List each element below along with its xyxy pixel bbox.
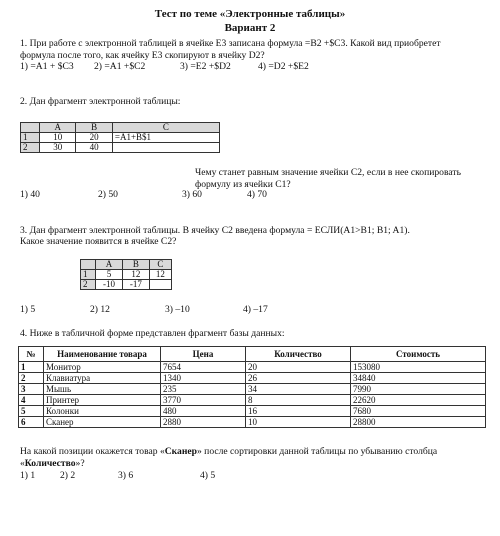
cell: 10 [246, 417, 351, 428]
q3-text-line1: 3. Дан фрагмент электронной таблицы. В ячейку С2 введена формула = ЕСЛИ(A1>B1; B1; A1). [20, 225, 410, 236]
column-header: A [40, 123, 76, 133]
row-header: 2 [21, 143, 40, 153]
q2-text: 2. Дан фрагмент электронной таблицы: [20, 96, 181, 107]
column-header: Количество [246, 347, 351, 362]
cell: 7990 [351, 384, 486, 395]
cell: 480 [161, 406, 246, 417]
cell: 8 [246, 395, 351, 406]
table-row [19, 395, 486, 406]
column-header: № [19, 347, 44, 362]
q4-option-1: 1) 1 [20, 470, 36, 481]
cell: -10 [96, 280, 123, 290]
cell: 26 [246, 373, 351, 384]
cell: 22620 [351, 395, 486, 406]
cell: 28800 [351, 417, 486, 428]
q3-text-line2: Какое значение появится в ячейке С2? [20, 236, 177, 247]
q2-option-4: 4) 70 [247, 189, 267, 200]
q2-option-2: 2) 50 [98, 189, 118, 200]
cell: Колонки [44, 406, 161, 417]
q1-text-line2: формула после того, как ячейку E3 скопируют в ячейку D2? [20, 50, 265, 61]
cell: -17 [122, 280, 149, 290]
table-row [19, 406, 486, 417]
cell: 1340 [161, 373, 246, 384]
table-row [19, 362, 486, 373]
table-row [19, 373, 486, 384]
q1-text-line1: 1. При работе с электронной таблицей в ячейке E3 записана формула =B2 +$C3. Какой вид приобретет [20, 38, 441, 49]
table-header-row [21, 123, 220, 133]
column-header: B [122, 260, 149, 270]
table-header-row [19, 347, 486, 362]
cell [149, 280, 171, 290]
cell: 30 [40, 143, 76, 153]
q1-option-3: 3) =E2 +$D2 [180, 61, 231, 72]
q4-option-2: 2) 2 [60, 470, 76, 481]
cell: 12 [122, 270, 149, 280]
cell: 2880 [161, 417, 246, 428]
cell: 3 [19, 384, 44, 395]
cell: 20 [76, 133, 112, 143]
q3-spreadsheet-table [80, 259, 172, 290]
q2-option-1: 1) 40 [20, 189, 40, 200]
row-header: 1 [81, 270, 96, 280]
column-header: Наименование товара [44, 347, 161, 362]
q3-option-4: 4) –17 [243, 304, 268, 315]
q4-question-line2 [20, 458, 85, 469]
q4-question-c2: »? [75, 458, 85, 469]
cell: 12 [149, 270, 171, 280]
cell: Клавиатура [44, 373, 161, 384]
table-row [81, 270, 172, 280]
cell: 235 [161, 384, 246, 395]
cell: 7654 [161, 362, 246, 373]
q3-option-3: 3) –10 [165, 304, 190, 315]
table-row [81, 280, 172, 290]
variant-title: Вариант 2 [224, 22, 276, 34]
column-header: Стоимость [351, 347, 486, 362]
column-header: B [76, 123, 112, 133]
cell: 34 [246, 384, 351, 395]
page-title: Тест по теме «Электронные таблицы» [154, 8, 346, 20]
cell: 20 [246, 362, 351, 373]
table-row [21, 143, 220, 153]
q4-option-4: 4) 5 [200, 470, 216, 481]
q1-option-1: 1) =A1 + $C3 [20, 61, 74, 72]
q4-column-name: Количество [24, 458, 76, 469]
cell: 4 [19, 395, 44, 406]
q3-option-2: 2) 12 [90, 304, 110, 315]
column-header: Цена [161, 347, 246, 362]
column-header: A [96, 260, 123, 270]
cell: 16 [246, 406, 351, 417]
cell: 5 [19, 406, 44, 417]
cell: 10 [40, 133, 76, 143]
column-header: C [112, 123, 219, 133]
q4-question-line1 [20, 446, 437, 457]
cell: 6 [19, 417, 44, 428]
cell [112, 143, 219, 153]
cell: 3770 [161, 395, 246, 406]
cell: 34840 [351, 373, 486, 384]
table-row [19, 417, 486, 428]
cell: Сканер [44, 417, 161, 428]
cell: Принтер [44, 395, 161, 406]
cell: 5 [96, 270, 123, 280]
table-row [19, 384, 486, 395]
q1-option-2: 2) =A1 +$C2 [94, 61, 146, 72]
q2-question-line2: формулу из ячейки C1? [195, 179, 291, 190]
q2-question-line1: Чему станет равным значение ячейки C2, если в нее скопировать [195, 167, 461, 178]
table-row [21, 133, 220, 143]
cell: Монитор [44, 362, 161, 373]
q4-text: 4. Ниже в табличной форме представлен фрагмент базы данных: [20, 328, 285, 339]
corner-cell [21, 123, 40, 133]
cell: Мышь [44, 384, 161, 395]
row-header: 2 [81, 280, 96, 290]
q4-question-a: На какой позиции окажется товар « [20, 446, 165, 457]
q1-option-4: 4) =D2 +$E2 [258, 61, 309, 72]
cell: 40 [76, 143, 112, 153]
q2-spreadsheet-table [20, 122, 220, 153]
cell: 2 [19, 373, 44, 384]
table-header-row [81, 260, 172, 270]
q4-option-3: 3) 6 [118, 470, 134, 481]
q4-question-c1: « [20, 458, 25, 469]
cell: 1 [19, 362, 44, 373]
q4-database-table [18, 346, 486, 428]
q2-option-3: 3) 60 [182, 189, 202, 200]
cell: =A1+B$1 [112, 133, 219, 143]
cell: 153080 [351, 362, 486, 373]
corner-cell [81, 260, 96, 270]
cell: 7680 [351, 406, 486, 417]
q4-question-b: » после сортировки данной таблицы по убыванию столбца [196, 446, 438, 457]
column-header: C [149, 260, 171, 270]
q4-product-name: Сканер [164, 446, 197, 457]
q3-option-1: 1) 5 [20, 304, 36, 315]
row-header: 1 [21, 133, 40, 143]
